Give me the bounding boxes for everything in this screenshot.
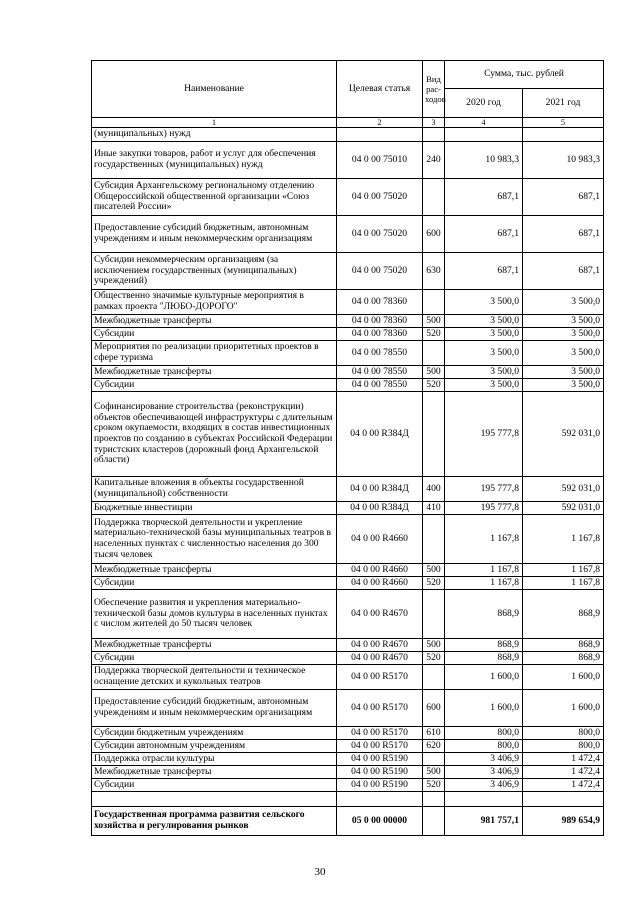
row-amount-2020: 687,1 [445, 253, 523, 290]
row-amount-2021: 800,0 [523, 727, 604, 740]
row-amount-2021: 687,1 [523, 179, 604, 216]
row-amount-2021: 1 472,4 [523, 753, 604, 766]
column-index: 4 [445, 118, 523, 128]
row-amount-2020: 195 777,8 [445, 477, 523, 502]
row-amount-2020: 1 600,0 [445, 690, 523, 727]
row-target-code: 04 0 00 R4660 [337, 577, 423, 590]
table-row [92, 379, 604, 392]
row-name: Межбюджетные трансферты [92, 315, 337, 328]
row-name: Мероприятия по реализации приоритетных проектов в сфере туризма [92, 341, 337, 366]
row-name: Обеспечение развития и укрепления материально-технической базы домов культуры в населенных пунктах с числом жителей до 50 тысяч человек [92, 590, 337, 639]
row-amount-2021: 1 600,0 [523, 690, 604, 727]
row-target-code: 04 0 00 75020 [337, 216, 423, 253]
table-row [92, 690, 604, 727]
row-name: Бюджетные инвестиции [92, 502, 337, 515]
table-row [92, 665, 604, 690]
row-amount-2021: 687,1 [523, 216, 604, 253]
row-amount-2020: 3 406,9 [445, 766, 523, 779]
row-name: Субсидия Архангельскому региональному отделению Общероссийской общественной организации «Союз писателей России» [92, 179, 337, 216]
row-amount-2020: 3 406,9 [445, 779, 523, 792]
row-name: Государственная программа развития сельского хозяйства и регулирования рынков [92, 807, 337, 836]
row-amount-2021: 687,1 [523, 253, 604, 290]
row-amount-2021: 868,9 [523, 652, 604, 665]
table-row [92, 779, 604, 792]
row-expense-type [423, 792, 445, 807]
row-name: Субсидии бюджетным учреждениям [92, 727, 337, 740]
row-expense-type: 520 [423, 328, 445, 341]
table-row [92, 290, 604, 315]
row-name: Субсидии [92, 328, 337, 341]
column-index: 1 [92, 118, 337, 128]
row-name: Межбюджетные трансферты [92, 564, 337, 577]
row-amount-2020: 981 757,1 [445, 807, 523, 836]
header-amount: Сумма, тыс. рублей [445, 61, 604, 89]
row-target-code: 04 0 00 R5170 [337, 665, 423, 690]
row-amount-2020: 800,0 [445, 727, 523, 740]
row-amount-2021 [523, 128, 604, 142]
table-row [92, 315, 604, 328]
table-row [92, 807, 604, 836]
row-amount-2020: 3 500,0 [445, 290, 523, 315]
row-target-code: 04 0 00 R4660 [337, 515, 423, 564]
row-expense-type: 500 [423, 639, 445, 652]
row-amount-2021: 592 031,0 [523, 477, 604, 502]
row-expense-type [423, 128, 445, 142]
row-expense-type: 500 [423, 315, 445, 328]
row-amount-2021: 1 472,4 [523, 779, 604, 792]
row-target-code [337, 792, 423, 807]
header-expense-type: Вид рас-ходов [423, 61, 445, 118]
row-target-code: 04 0 00 78550 [337, 341, 423, 366]
row-target-code: 04 0 00 R384Д [337, 477, 423, 502]
column-index: 2 [337, 118, 423, 128]
row-name: Предоставление субсидий бюджетным, автономным учреждениям и иным некоммерческим организациям [92, 216, 337, 253]
row-amount-2020: 3 406,9 [445, 753, 523, 766]
table-row [92, 792, 604, 807]
row-name [92, 792, 337, 807]
row-expense-type [423, 290, 445, 315]
row-name: (муниципальных) нужд [92, 128, 337, 142]
row-target-code: 04 0 00 R4670 [337, 639, 423, 652]
row-amount-2020: 1 167,8 [445, 564, 523, 577]
row-target-code: 04 0 00 R5190 [337, 766, 423, 779]
row-name: Субсидии некоммерческим организациям (за исключением государственных (муниципальных) учреждений) [92, 253, 337, 290]
row-amount-2020 [445, 792, 523, 807]
row-expense-type: 600 [423, 216, 445, 253]
table-row [92, 727, 604, 740]
row-amount-2021: 989 654,9 [523, 807, 604, 836]
row-name: Поддержка творческой деятельности и техническое оснащение детских и кукольных театров [92, 665, 337, 690]
row-name: Поддержка отрасли культуры [92, 753, 337, 766]
table-row [92, 753, 604, 766]
row-amount-2020: 3 500,0 [445, 328, 523, 341]
table-row [92, 639, 604, 652]
row-name: Субсидии автономным учреждениям [92, 740, 337, 753]
row-target-code: 04 0 00 78360 [337, 315, 423, 328]
row-target-code: 04 0 00 78550 [337, 366, 423, 379]
row-expense-type: 400 [423, 477, 445, 502]
row-name: Софинансирование строительства (реконструкции) объектов обеспечивающей инфраструктуры с длительным сроком окупаемости, входящих в состав инвестиционных проектов по созданию в субъектах Российской Федерации туристских кластеров (дорожный фонд Архангельской области) [92, 392, 337, 477]
row-amount-2021: 1 472,4 [523, 766, 604, 779]
row-amount-2020: 3 500,0 [445, 379, 523, 392]
table-row [92, 502, 604, 515]
row-expense-type [423, 515, 445, 564]
table-row [92, 652, 604, 665]
row-amount-2021: 868,9 [523, 639, 604, 652]
row-amount-2020: 195 777,8 [445, 502, 523, 515]
row-expense-type: 410 [423, 502, 445, 515]
row-target-code: 04 0 00 R5170 [337, 690, 423, 727]
row-target-code: 04 0 00 R4670 [337, 652, 423, 665]
row-amount-2021: 800,0 [523, 740, 604, 753]
row-name: Межбюджетные трансферты [92, 366, 337, 379]
row-amount-2020: 868,9 [445, 639, 523, 652]
row-expense-type [423, 179, 445, 216]
table-row [92, 590, 604, 639]
row-target-code: 04 0 00 78550 [337, 379, 423, 392]
table-row [92, 366, 604, 379]
table-row [92, 328, 604, 341]
row-name: Иные закупки товаров, работ и услуг для обеспечения государственных (муниципальных) нужд [92, 142, 337, 179]
row-target-code: 04 0 00 75020 [337, 179, 423, 216]
row-name: Межбюджетные трансферты [92, 639, 337, 652]
row-expense-type: 240 [423, 142, 445, 179]
table-row [92, 740, 604, 753]
header-year-2020: 2020 год [445, 89, 523, 118]
row-amount-2020: 800,0 [445, 740, 523, 753]
row-expense-type [423, 341, 445, 366]
row-amount-2021: 1 167,8 [523, 577, 604, 590]
row-amount-2020: 195 777,8 [445, 392, 523, 477]
row-name: Капитальные вложения в объекты государственной (муниципальной) собственности [92, 477, 337, 502]
row-expense-type: 500 [423, 366, 445, 379]
column-index: 3 [423, 118, 445, 128]
column-index: 5 [523, 118, 604, 128]
row-target-code: 04 0 00 R5190 [337, 753, 423, 766]
row-amount-2020 [445, 128, 523, 142]
row-expense-type: 500 [423, 564, 445, 577]
row-name: Предоставление субсидий бюджетным, автономным учреждениям и иным некоммерческим организациям [92, 690, 337, 727]
row-amount-2021: 3 500,0 [523, 341, 604, 366]
row-expense-type: 630 [423, 253, 445, 290]
row-amount-2021: 3 500,0 [523, 328, 604, 341]
row-amount-2020: 868,9 [445, 590, 523, 639]
header-year-2021: 2021 год [523, 89, 604, 118]
table-row [92, 341, 604, 366]
row-amount-2020: 868,9 [445, 652, 523, 665]
row-expense-type: 610 [423, 727, 445, 740]
row-target-code: 04 0 00 78360 [337, 290, 423, 315]
table-row [92, 216, 604, 253]
row-name: Общественно значимые культурные мероприятия в рамках проекта "ЛЮБО-ДОРОГО" [92, 290, 337, 315]
table-row [92, 477, 604, 502]
row-amount-2020: 3 500,0 [445, 315, 523, 328]
row-expense-type: 520 [423, 379, 445, 392]
row-amount-2020: 1 167,8 [445, 515, 523, 564]
table-row [92, 128, 604, 142]
row-target-code: 04 0 00 78360 [337, 328, 423, 341]
row-target-code: 04 0 00 R5190 [337, 779, 423, 792]
row-expense-type [423, 807, 445, 836]
row-name: Поддержка творческой деятельности и укрепление материально-технической базы муниципальных театров в населенных пунктах с численностью населения до 300 тысяч человек [92, 515, 337, 564]
row-amount-2021: 592 031,0 [523, 502, 604, 515]
row-amount-2021: 3 500,0 [523, 366, 604, 379]
row-amount-2021: 1 600,0 [523, 665, 604, 690]
row-name: Субсидии [92, 779, 337, 792]
row-expense-type: 620 [423, 740, 445, 753]
row-amount-2021: 3 500,0 [523, 290, 604, 315]
row-target-code: 04 0 00 75020 [337, 253, 423, 290]
row-amount-2021 [523, 792, 604, 807]
row-amount-2020: 687,1 [445, 216, 523, 253]
row-amount-2021: 1 167,8 [523, 564, 604, 577]
header-name: Наименование [92, 61, 337, 118]
row-expense-type [423, 665, 445, 690]
row-expense-type: 500 [423, 766, 445, 779]
row-expense-type [423, 392, 445, 477]
row-expense-type: 520 [423, 652, 445, 665]
row-amount-2021: 592 031,0 [523, 392, 604, 477]
row-amount-2020: 3 500,0 [445, 341, 523, 366]
row-amount-2020: 687,1 [445, 179, 523, 216]
row-amount-2021: 10 983,3 [523, 142, 604, 179]
row-name: Субсидии [92, 577, 337, 590]
row-expense-type [423, 590, 445, 639]
table-row [92, 515, 604, 564]
row-target-code: 04 0 00 R5170 [337, 740, 423, 753]
row-amount-2021: 3 500,0 [523, 379, 604, 392]
table-row [92, 179, 604, 216]
page-number: 30 [314, 866, 326, 878]
row-amount-2021: 868,9 [523, 590, 604, 639]
row-expense-type [423, 753, 445, 766]
row-target-code: 04 0 00 R384Д [337, 502, 423, 515]
row-amount-2020: 1 167,8 [445, 577, 523, 590]
row-target-code: 04 0 00 R4660 [337, 564, 423, 577]
row-target-code: 04 0 00 75010 [337, 142, 423, 179]
budget-table [91, 60, 604, 836]
row-target-code: 04 0 00 R4670 [337, 590, 423, 639]
row-expense-type: 600 [423, 690, 445, 727]
header-target-article: Целевая статья [337, 61, 423, 118]
row-name: Межбюджетные трансферты [92, 766, 337, 779]
table-row [92, 253, 604, 290]
row-amount-2020: 1 600,0 [445, 665, 523, 690]
row-target-code: 04 0 00 R384Д [337, 392, 423, 477]
row-target-code: 05 0 00 00000 [337, 807, 423, 836]
row-amount-2020: 3 500,0 [445, 366, 523, 379]
row-expense-type: 520 [423, 779, 445, 792]
table-row [92, 392, 604, 477]
row-target-code [337, 128, 423, 142]
row-amount-2020: 10 983,3 [445, 142, 523, 179]
row-name: Субсидии [92, 379, 337, 392]
row-amount-2021: 3 500,0 [523, 315, 604, 328]
table-row [92, 577, 604, 590]
table-row [92, 142, 604, 179]
row-amount-2021: 1 167,8 [523, 515, 604, 564]
row-target-code: 04 0 00 R5170 [337, 727, 423, 740]
table-row [92, 766, 604, 779]
row-expense-type: 520 [423, 577, 445, 590]
table-row [92, 564, 604, 577]
row-name: Субсидии [92, 652, 337, 665]
